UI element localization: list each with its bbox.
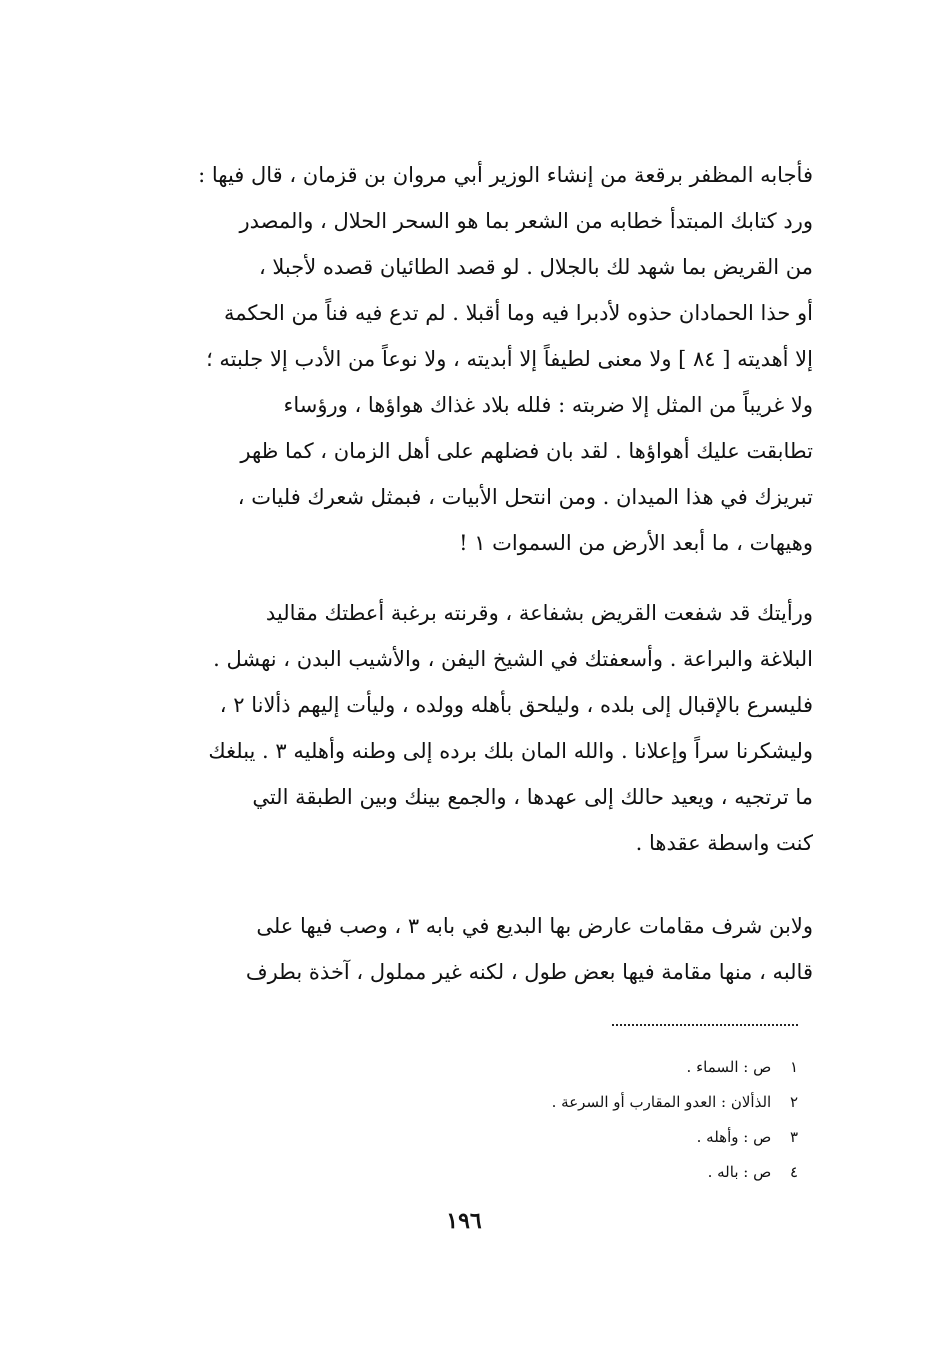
paragraph-2 xyxy=(128,590,813,866)
text-line: ولا غريباً من المثل إلا ضربته : فلله بلاد غذاك هواؤها ، ورؤساء xyxy=(283,393,813,417)
text-line: كنت واسطة عقدها . xyxy=(635,831,813,855)
footnote-number: ٤ xyxy=(789,1163,798,1181)
footnote-number: ١ xyxy=(789,1058,798,1076)
text-line: تطابقت عليك أهواؤها . لقد بان فضلهم على أهل الزمان ، كما ظهر xyxy=(240,439,813,463)
text-line: البلاغة والبراعة . وأسعفتك في الشيخ اليفن ، والأشيب البدن ، نهشل . xyxy=(213,647,813,671)
text-line: وليشكرنا سراً وإعلانا . والله المان بلك برده إلى وطنه وأهليه ٣ . يبلغك xyxy=(208,739,813,763)
text-line: تبريزك في هذا الميدان . ومن انتحل الأبيات ، فبمثل شعرك فليات ، xyxy=(237,485,813,509)
footnotes xyxy=(400,1050,798,1190)
footnote-number: ٣ xyxy=(789,1128,798,1146)
text-line: إلا أهديته [ ٨٤ ] ولا معنى لطيفاً إلا أبديته ، ولا نوعاً من الأدب إلا جلبته ؛ xyxy=(206,347,813,371)
paragraph-3 xyxy=(128,903,813,995)
text-line: أو حذا الحمادان حذوه لأدبرا فيه وما أقبلا . لم تدع فيه فناً من الحكمة xyxy=(224,301,813,325)
paragraph-1 xyxy=(128,152,813,566)
footnote-1 xyxy=(400,1050,798,1085)
text-line: قالبه ، منها مقامة فيها بعض طول ، لكنه غير مملول ، آخذة بطرف xyxy=(245,960,813,984)
text-line: ورد كتابك المبتدأ خطابه من الشعر بما هو السحر الحلال ، والمصدر xyxy=(239,209,813,233)
footnote-text: ص : باله . xyxy=(707,1163,772,1181)
text-line: ورأيتك قد شفعت القريض بشفاعة ، وقرنته برغبة أعطتك مقاليد xyxy=(265,601,813,625)
footnote-text: ص : وأهله . xyxy=(696,1128,772,1146)
text-line: فأجابه المظفر برقعة من إنشاء الوزير أبي مروان بن قزمان ، قال فيها : xyxy=(198,163,813,187)
text-line: فليسرع بالإقبال إلى بلده ، وليلحق بأهله وولده ، وليأت إليهم ذألانا ٢ ، xyxy=(219,693,813,717)
footnote-text: الذألان : العدو المقارب أو السرعة . xyxy=(551,1093,772,1111)
page-number: ١٩٦ xyxy=(446,1208,482,1234)
text-line: وهيهات ، ما أبعد الأرض من السموات ١ ! xyxy=(459,531,813,555)
footnote-4 xyxy=(400,1155,798,1190)
footnote-3 xyxy=(400,1120,798,1155)
text-line: من القريض بما شهد لك بالجلال . لو قصد الطائيان قصده لأجبلا ، xyxy=(258,255,813,279)
text-line: ما ترتجيه ، ويعيد حالك إلى عهدها ، والجمع بينك وبين الطبقة التي xyxy=(252,785,813,809)
footnote-number: ٢ xyxy=(789,1093,798,1111)
text-line: ولابن شرف مقامات عارض بها البديع في بابه ٣ ، وصب فيها على xyxy=(256,914,813,938)
footnote-divider xyxy=(612,1024,798,1026)
footnote-text: ص : السماء . xyxy=(686,1058,772,1076)
footnote-2 xyxy=(400,1085,798,1120)
